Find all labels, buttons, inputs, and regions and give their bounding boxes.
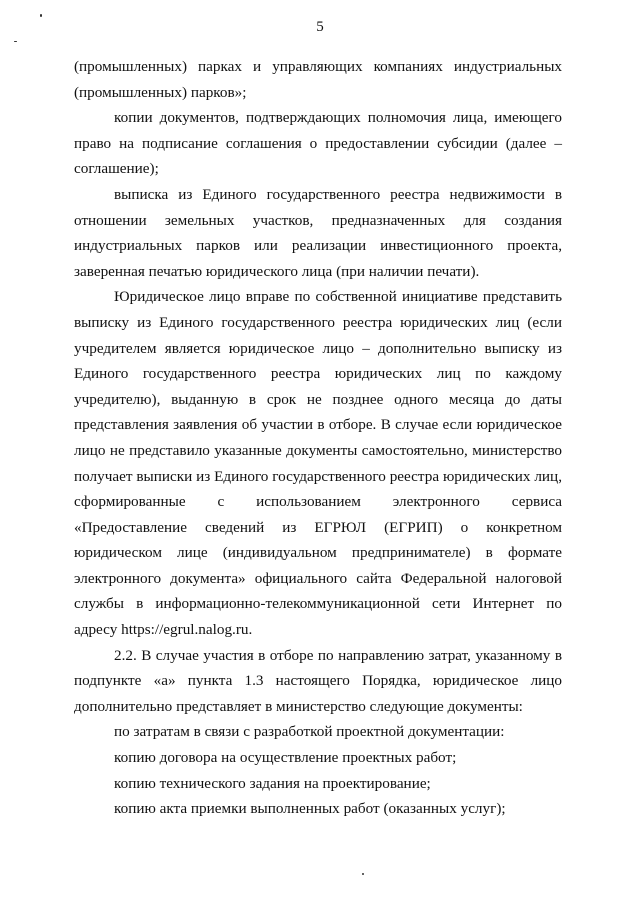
paragraph-real-estate-extract: выписка из Единого государственного реестра недвижимости в отношении земельных участков, предназначенных для создания индустриальных парков или реализации инвестиционного проекта, заверенная печатью юридического лица (при наличии печати).: [74, 185, 562, 280]
paragraph-legal-entity-extract: Юридическое лицо вправе по собственной инициативе представить выписку из Единого государственного реестра юридических лиц (если учредителем является юридическое лицо – дополнительно выписку из Единого государственного реестра юридических лиц по каждому учредителю), выданную в срок не позднее одного месяца до даты представления заявления об участии в отборе. В случае если юридическое лицо не представило указанные документы самостоятельно, министерство получает выписки из Единого государственного реестра юридических лиц, сформированные с использованием электронного сервиса «Предоставление сведений из ЕГРЮЛ (ЕГРИП) о конкретном юридическом лице (индивидуальном предпринимателе) в формате электронного документа» официального сайта Федеральной налоговой службы в информационно-телекоммуникационной сети Интернет по адресу https://egrul.nalog.ru.: [74, 288, 562, 639]
list-item: по затратам в связи с разработкой проектной документации:: [114, 723, 505, 741]
list-item: копию технического задания на проектирование;: [114, 774, 431, 792]
scan-speck: [362, 873, 364, 875]
list-item: копию договора на осуществление проектных работ;: [114, 749, 457, 767]
document-body: [74, 54, 562, 822]
page-number: 5: [316, 19, 324, 35]
paragraph-parks-continuation: (промышленных) парках и управляющих компаниях индустриальных (промышленных) парков»;: [74, 58, 562, 101]
list-item: копию акта приемки выполненных работ (оказанных услуг);: [114, 800, 506, 818]
paragraph-section-2-2: 2.2. В случае участия в отборе по направлению затрат, указанному в подпункте «а» пункта 1.3 настоящего Порядка, юридическое лицо дополнительно представляет в министерство следующие документы:: [74, 646, 562, 715]
scan-speck: [14, 41, 17, 42]
scan-speck: [40, 14, 42, 17]
paragraph-authority-documents: копии документов, подтверждающих полномочия лица, имеющего право на подписание соглашения о предоставлении субсидии (далее – соглашение);: [74, 109, 562, 178]
